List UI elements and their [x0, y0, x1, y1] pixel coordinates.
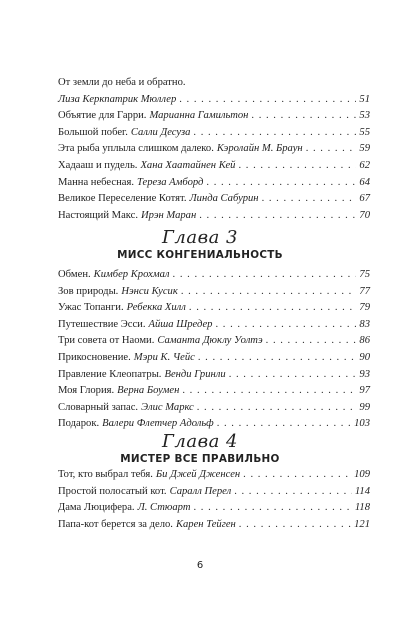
entry-author: Ребекка Хилл	[126, 302, 186, 314]
toc-entry	[58, 367, 370, 384]
entry-title: Эта рыба уплыла слишком далеко.	[58, 143, 214, 155]
toc-entry	[58, 467, 370, 484]
entry-title: Правление Клеопатры.	[58, 368, 162, 380]
entry-author: Кэролайн М. Браун	[216, 143, 303, 155]
entry-title: Большой побег.	[58, 126, 128, 138]
entry-author: Тереза Амборд	[137, 176, 204, 188]
entry-page-number: 93	[359, 368, 370, 380]
entry-title: Объятие для Гарри.	[58, 110, 147, 122]
toc-entry	[58, 175, 370, 192]
entry-title: Словарный запас.	[58, 401, 139, 413]
chapter-3-name: МИСС КОНГЕНИАЛЬНОСТЬ	[117, 249, 283, 261]
entry-title: Манна небесная.	[58, 176, 134, 188]
entry-page-number: 114	[354, 485, 370, 497]
entry-page-number: 77	[359, 285, 370, 297]
leader-dots	[198, 350, 357, 367]
entry-title: Настоящий Макс.	[58, 209, 139, 221]
leader-dots	[206, 175, 356, 192]
entry-title: Зов природы.	[58, 285, 119, 297]
entry-title: Хадааш и пудель.	[58, 159, 138, 171]
toc-entry	[58, 484, 370, 501]
toc-entry	[58, 208, 370, 225]
leader-dots	[189, 300, 357, 317]
entry-title: Моя Глория.	[58, 385, 115, 397]
leader-dots	[266, 333, 357, 350]
entry-page-number: 83	[359, 318, 370, 330]
entry-page-number: 64	[359, 176, 370, 188]
leader-dots	[182, 383, 356, 400]
chapter-3-label: Глава 3	[162, 227, 238, 248]
toc-chapter-3	[58, 267, 370, 433]
leader-dots	[197, 400, 357, 417]
toc-entry	[58, 284, 370, 301]
entry-author: Саманта Дюклу Уолтэ	[157, 335, 263, 347]
toc-entry	[58, 75, 370, 92]
entry-page-number: 62	[359, 159, 370, 171]
entry-page-number: 70	[359, 209, 370, 221]
entry-title: Великое Переселение Котят.	[58, 193, 187, 205]
entry-page-number: 109	[354, 469, 370, 480]
entry-page-number: 118	[354, 502, 370, 514]
entry-title: Путешествие Эсси.	[58, 318, 146, 330]
toc-entry	[58, 158, 370, 175]
entry-author: Нэнси Кусик	[121, 285, 178, 297]
entry-page-number: 51	[359, 93, 370, 105]
entry-author: Л. Стюарт	[137, 502, 191, 514]
toc-entry	[58, 317, 370, 334]
entry-title: Ужас Топанги.	[58, 302, 124, 314]
entry-author: Саралл Перел	[169, 485, 232, 497]
toc-entry	[58, 92, 370, 109]
entry-title: Папа-кот берется за дело.	[58, 518, 173, 530]
entry-title: Тот, кто выбрал тебя.	[58, 469, 153, 480]
entry-author: Элис Маркс	[141, 401, 194, 413]
leader-dots	[193, 125, 356, 142]
entry-author: Салли Десуза	[130, 126, 191, 138]
toc-entry	[58, 517, 370, 534]
entry-author: Мэри К. Чейс	[133, 351, 195, 363]
entry-author: Айша Шредер	[148, 318, 213, 330]
entry-author: Хана Хаатайнен Кей	[140, 159, 236, 171]
entry-page-number: 99	[359, 401, 370, 413]
entry-page-number: 90	[359, 351, 370, 363]
leader-dots	[215, 317, 356, 334]
toc-entry	[58, 500, 370, 517]
toc-entry	[58, 333, 370, 350]
toc-entry	[58, 191, 370, 208]
entry-author: Линда Сабурин	[189, 193, 259, 205]
leader-dots	[262, 191, 357, 208]
entry-page-number: 86	[359, 335, 370, 347]
entry-title: От земли до неба и обратно.	[58, 77, 186, 88]
entry-title: Подарок.	[58, 418, 100, 430]
leader-dots	[179, 92, 356, 109]
entry-title: Простой полосатый кот.	[58, 485, 167, 497]
leader-dots	[243, 467, 351, 484]
entry-title: Три совета от Наоми.	[58, 335, 155, 347]
toc-entry	[58, 383, 370, 400]
entry-author: Би Джей Дженсен	[155, 469, 241, 480]
leader-dots	[251, 108, 356, 125]
entry-page-number: 121	[354, 518, 370, 530]
entry-author: Верна Боумен	[117, 385, 180, 397]
entry-page-number: 53	[359, 110, 370, 122]
entry-author: Ирэн Маран	[141, 209, 197, 221]
toc-entry	[58, 400, 370, 417]
chapter-4-label: Глава 4	[162, 431, 238, 452]
entry-author: Марианна Гамильтон	[149, 110, 249, 122]
entry-page-number: 75	[359, 269, 370, 280]
leader-dots	[173, 267, 357, 284]
leader-dots	[181, 284, 357, 301]
leader-dots	[199, 208, 356, 225]
entry-title: Обмен.	[58, 269, 91, 280]
entry-page-number: 103	[354, 418, 370, 430]
entry-author: Лиза Керкпатрик Мюллер	[58, 93, 177, 105]
chapter-4-heading	[0, 432, 400, 466]
entry-page-number: 59	[359, 143, 370, 155]
leader-dots	[193, 500, 351, 517]
toc-entry	[58, 125, 370, 142]
toc-entry	[58, 267, 370, 284]
entry-page-number: 67	[359, 193, 370, 205]
toc-chapter-4	[58, 467, 370, 533]
entry-title: Дама Люцифера.	[58, 502, 135, 514]
chapter-3-heading	[0, 228, 400, 262]
entry-author: Карен Тейген	[175, 518, 236, 530]
toc-entry	[58, 350, 370, 367]
page-number: 6	[196, 560, 204, 571]
entry-page-number: 55	[359, 126, 370, 138]
entry-page-number: 97	[359, 385, 370, 397]
toc-entry	[58, 141, 370, 158]
entry-page-number: 79	[359, 302, 370, 314]
entry-author: Венди Гринли	[164, 368, 226, 380]
toc-section-1	[58, 75, 370, 224]
entry-author: Валери Флетчер Адольф	[102, 418, 214, 430]
leader-dots	[229, 367, 357, 384]
leader-dots	[306, 141, 357, 158]
entry-author: Кимбер Крохмал	[93, 269, 170, 280]
chapter-4-name: МИСТЕР ВСЕ ПРАВИЛЬНО	[120, 453, 280, 465]
entry-title: Прикосновение.	[58, 351, 131, 363]
leader-dots	[238, 158, 356, 175]
leader-dots	[239, 517, 351, 534]
leader-dots	[234, 484, 352, 501]
toc-entry	[58, 108, 370, 125]
toc-entry	[58, 300, 370, 317]
